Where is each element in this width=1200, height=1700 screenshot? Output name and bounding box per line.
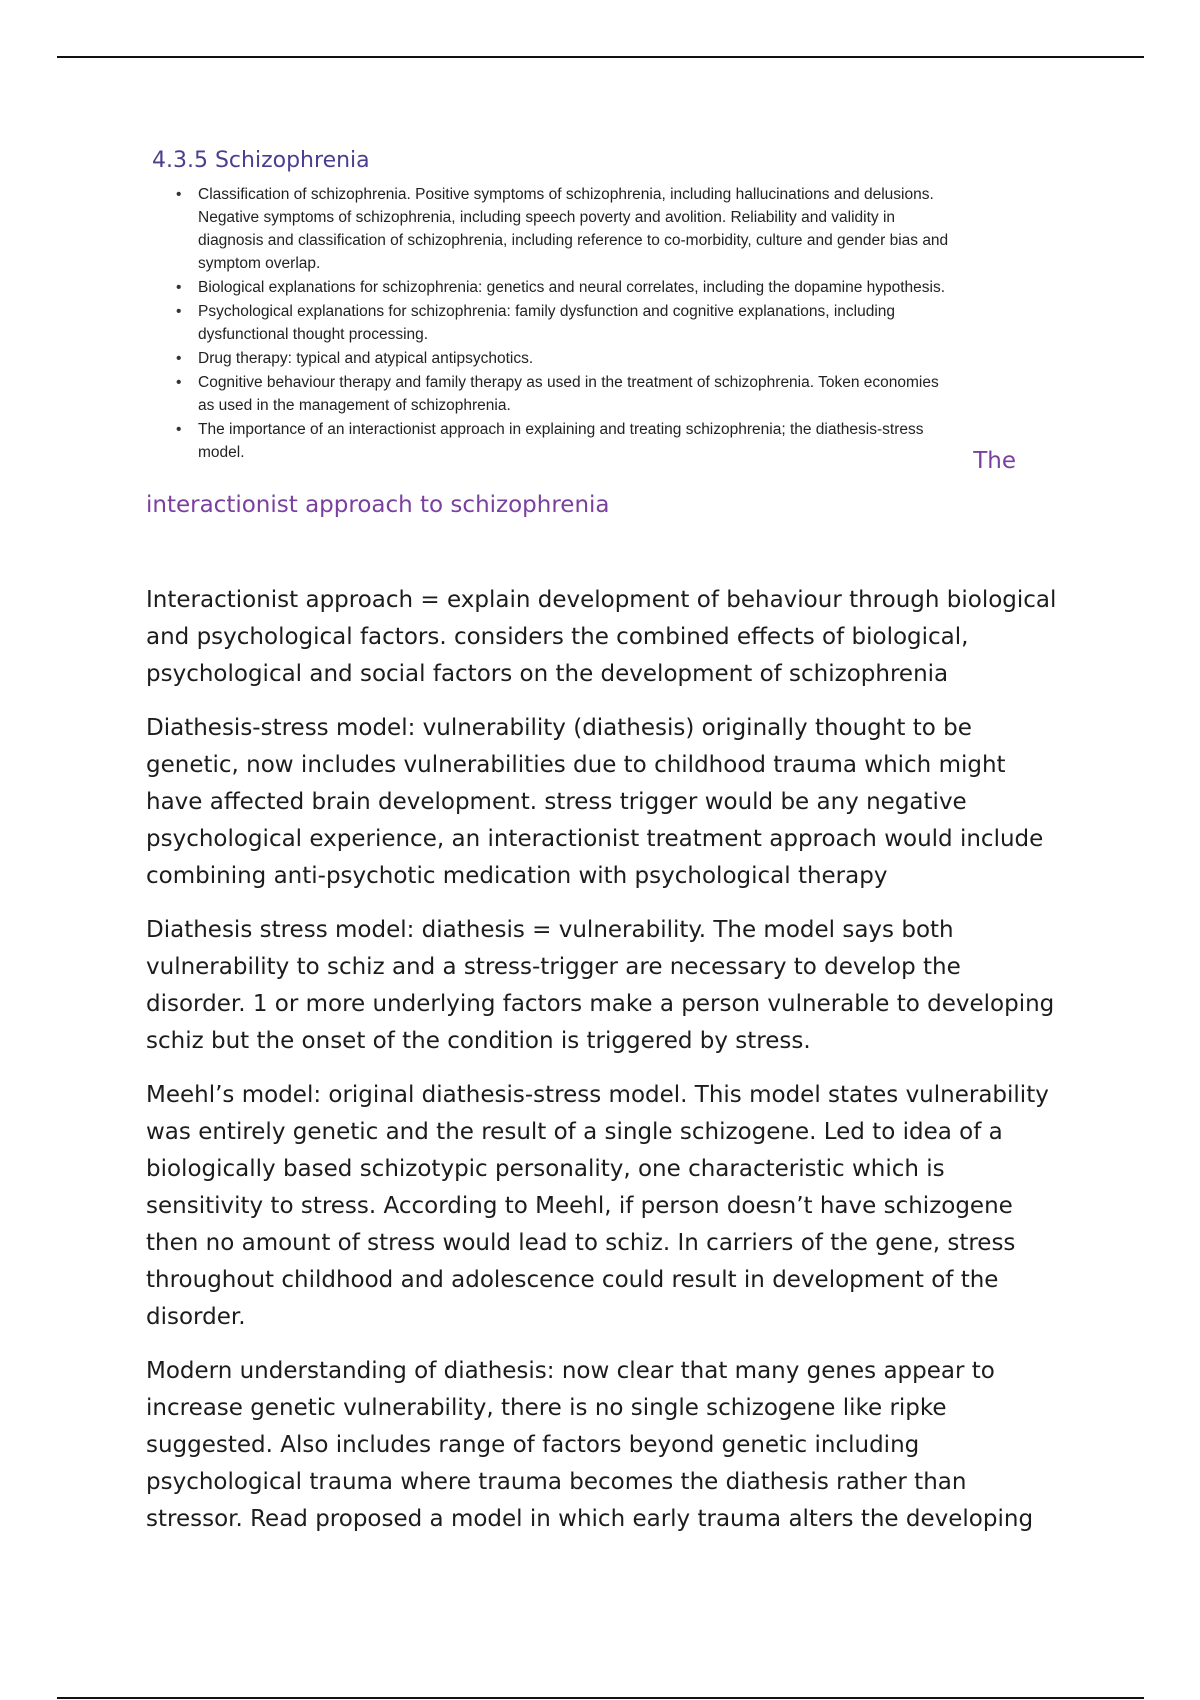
spec-excerpt-image xyxy=(150,148,950,465)
section-heading xyxy=(146,448,1016,518)
paragraph: Meehl’s model: original diathesis-stress model. This model states vulnerability was entirely genetic and the result of a single schizogene. Led to idea of a biologically based schizotypic personality, one characteristic which is sensitivity to stress. According to Meehl, if person doesn’t have schizogene then no amount of stress would lead to schiz. In carriers of the gene, stress throughout childhood and adolescence could result in development of the disorder. xyxy=(146,1082,1049,1330)
paragraph: Diathesis-stress model: vulnerability (diathesis) originally thought to be genetic, now includes vulnerabilities due to childhood trauma which might have affected brain development. stress trigger would be any negative psychological experience, an interactionist treatment approach would include combining anti-psychotic medication with psychological therapy xyxy=(146,715,1044,889)
spec-bullet: • The importance of an interactionist approach in explaining and treating schizophrenia; the diathesis-stress model. xyxy=(198,418,950,464)
section-heading-start: The xyxy=(973,448,1016,474)
section-heading-rest: interactionist approach to schizophrenia xyxy=(146,492,610,518)
paragraph: Diathesis stress model: diathesis = vulnerability. The model says both vulnerability to schiz and a stress-trigger are necessary to develop the disorder. 1 or more underlying factors make a person vulnerable to developing schiz but the onset of the condition is triggered by stress. xyxy=(146,917,1055,1054)
spec-bullet: • Psychological explanations for schizophrenia: family dysfunction and cognitive explanations, including dysfunctional thought processing. xyxy=(198,300,950,346)
top-rule xyxy=(57,56,1144,58)
spec-bullet: • Classification of schizophrenia. Positive symptoms of schizophrenia, including hallucinations and delusions. Negative symptoms of schizophrenia, including speech poverty and avolition. Reliability and validity in diagnosis and classification of schizophrenia, including reference to co-morbidity, culture and gender bias and symptom overlap. xyxy=(198,183,950,275)
spec-bullet: • Cognitive behaviour therapy and family therapy as used in the treatment of schizophrenia. Token economies as used in the management of schizophrenia. xyxy=(198,371,950,417)
spec-bullet: • Drug therapy: typical and atypical antipsychotics. xyxy=(198,347,950,370)
spec-title: 4.3.5 Schizophrenia xyxy=(152,148,370,173)
spec-bullet-list xyxy=(150,183,950,464)
spec-bullet: • Biological explanations for schizophrenia: genetics and neural correlates, including the dopamine hypothesis. xyxy=(198,276,950,299)
paragraph: Interactionist approach = explain development of behaviour through biological and psychological factors. considers the combined effects of biological, psychological and social factors on the development of schizophrenia xyxy=(146,587,1057,687)
paragraph: Modern understanding of diathesis: now clear that many genes appear to increase genetic vulnerability, there is no single schizogene like ripke suggested. Also includes range of factors beyond genetic including psychological trauma where trauma becomes the diathesis rather than stressor. Read proposed a model in which early trauma alters the developing xyxy=(146,1358,1034,1532)
bottom-rule xyxy=(57,1697,1144,1699)
body-text xyxy=(146,582,1066,1555)
